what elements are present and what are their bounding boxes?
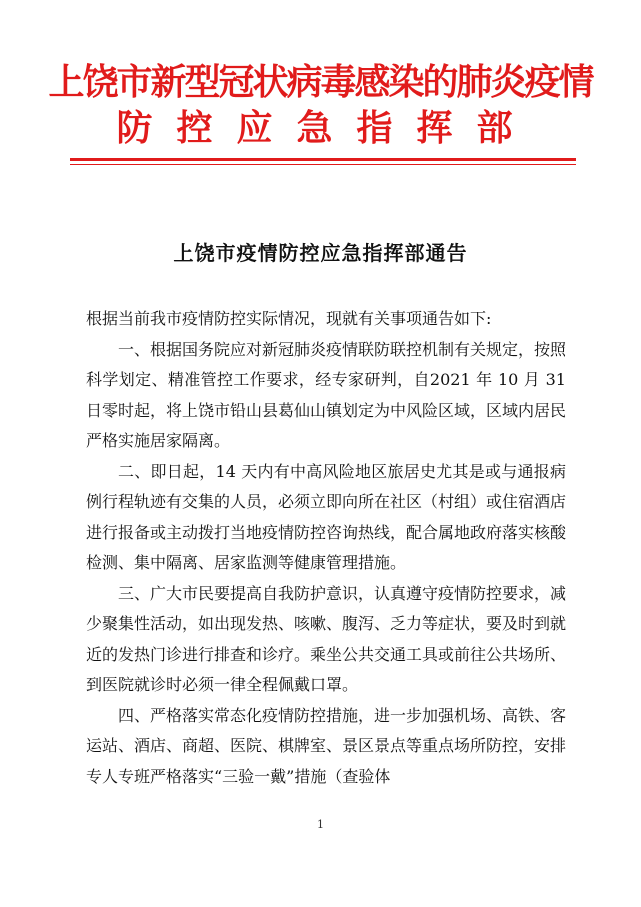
notice-item-4: 四、严格落实常态化疫情防控措施，进一步加强机场、高铁、客运站、酒店、商超、医院、棋牌室、景区景点等重点场所防控，安排专人专班严格落实“三验一戴”措施（查验体 <box>86 705 567 786</box>
notice-item-1: 一、根据国务院应对新冠肺炎疫情联防联控机制有关规定，按照科学划定、精准管控工作要求，经专家研判，自2021 年 10 月 31 日零时起，将上饶市铅山县葛仙山镇划定为中风险区域，区域内居民严格实施居家隔离。 <box>86 339 567 450</box>
letterhead-line-1: 上饶市新型冠状病毒感染的肺炎疫情 <box>48 61 593 103</box>
notice-body <box>86 304 566 792</box>
letterhead-rule-thick <box>70 158 576 161</box>
letterhead-line-2: 防控应急指挥部 <box>116 107 537 149</box>
letterhead-rule-thin <box>70 164 576 165</box>
notice-item-3: 三、广大市民要提高自我防护意识，认真遵守疫情防控要求，减少聚集性活动，如出现发热、咳嗽、腹泻、乏力等症状，要及时到就近的发热门诊进行排查和诊疗。乘坐公共交通工具或前往公共场所、到医院就诊时必须一律全程佩戴口罩。 <box>86 583 567 694</box>
notice-intro: 根据当前我市疫情防控实际情况，现就有关事项通告如下: <box>86 309 492 328</box>
page-number: 1 <box>317 818 324 831</box>
notice-title: 上饶市疫情防控应急指挥部通告 <box>173 241 468 265</box>
notice-item-2: 二、即日起，14 天内有中高风险地区旅居史尤其是或与通报病例行程轨迹有交集的人员，必须立即向所在社区（村组）或住宿酒店进行报备或主动拨打当地疫情防控咨询热线，配合属地政府落实核酸检测、集中隔离、居家监测等健康管理措施。 <box>86 461 567 572</box>
letterhead <box>0 60 641 150</box>
